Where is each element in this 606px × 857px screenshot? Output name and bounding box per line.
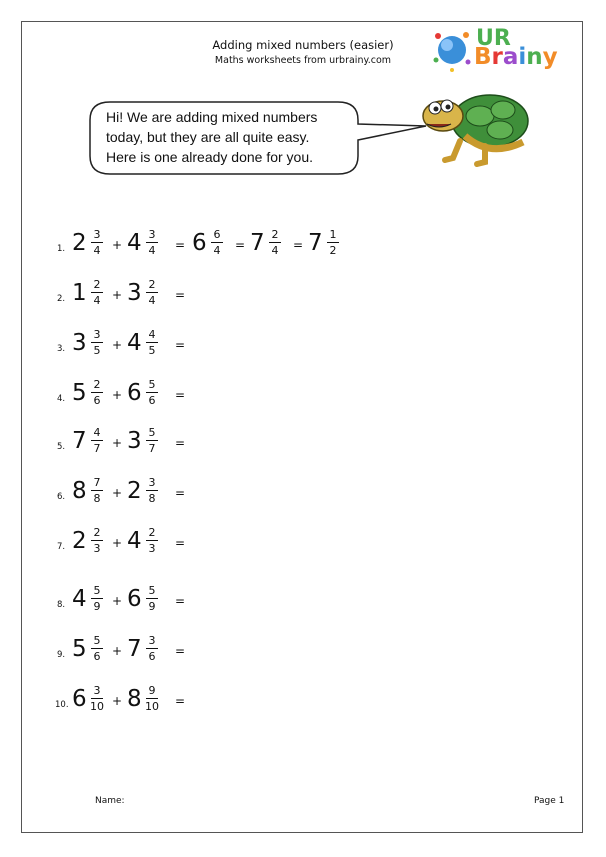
addend-b-fraction-bar [146, 698, 158, 699]
addend-b-whole: 3 [127, 280, 142, 306]
worksheet-title: Adding mixed numbers (easier) [212, 38, 394, 52]
addend-b-denominator: 6 [148, 650, 156, 663]
answer-step-fraction-bar [269, 242, 281, 243]
addend-b-whole: 6 [127, 586, 142, 612]
addend-b-numerator: 3 [148, 228, 156, 241]
addend-b-whole: 7 [127, 636, 142, 662]
logo-text-ur: UR [476, 26, 511, 51]
name-label: Name: [95, 796, 125, 806]
plus-sign: + [112, 644, 123, 658]
addend-a-fraction [89, 584, 105, 613]
addend-a-fraction [89, 684, 105, 713]
addend-b-whole: 2 [127, 478, 142, 504]
bubble-line-3: Here is one already done for you. [106, 149, 314, 165]
addend-a-fraction [89, 526, 105, 555]
addend-a-fraction [89, 634, 105, 663]
plus-sign: + [112, 338, 123, 352]
bubble-text [106, 107, 376, 167]
question-number: 8. [57, 600, 66, 610]
addend-a-whole: 1 [72, 280, 87, 306]
addend-b-fraction [144, 328, 160, 357]
addend-a-fraction [89, 278, 105, 307]
turtle-mascot-icon [405, 86, 535, 171]
logo-letter: i [518, 44, 527, 70]
equals-sign: = [175, 594, 186, 608]
answer-step-whole: 6 [192, 230, 207, 256]
addend-a-fraction-bar [91, 598, 103, 599]
logo-letter: r [491, 44, 503, 70]
addend-a-whole: 7 [72, 428, 87, 454]
question-row [0, 222, 606, 262]
plus-sign: + [112, 486, 123, 500]
answer-step-denominator: 4 [213, 244, 221, 257]
addend-a-fraction-bar [91, 440, 103, 441]
addend-b-denominator: 9 [148, 600, 156, 613]
addend-a-denominator: 3 [93, 542, 101, 555]
addend-a-whole: 5 [72, 380, 87, 406]
addend-a-fraction-bar [91, 342, 103, 343]
addend-b-fraction-bar [146, 440, 158, 441]
answer-step-fraction-bar [211, 242, 223, 243]
answer-step-fraction [209, 228, 225, 257]
answer-step-numerator: 6 [213, 228, 221, 241]
addend-b-fraction-bar [146, 392, 158, 393]
addend-b-denominator: 4 [148, 244, 156, 257]
plus-sign: + [112, 238, 123, 252]
addend-b-whole: 4 [127, 330, 142, 356]
logo-letter: a [502, 44, 519, 70]
answer-step-numerator: 1 [329, 228, 337, 241]
addend-b-fraction-bar [146, 342, 158, 343]
addend-a-fraction-bar [91, 698, 103, 699]
equals-sign: = [175, 338, 186, 352]
plus-sign: + [112, 694, 123, 708]
logo-text-brainy [474, 44, 558, 70]
addend-a-fraction [89, 378, 105, 407]
equals-sign: = [175, 644, 186, 658]
question-row [0, 628, 606, 668]
question-row [0, 678, 606, 718]
addend-a-numerator: 2 [93, 526, 101, 539]
addend-b-fraction-bar [146, 242, 158, 243]
addend-a-numerator: 4 [93, 426, 101, 439]
addend-a-denominator: 9 [93, 600, 101, 613]
equals-sign: = [175, 536, 186, 550]
addend-a-fraction [89, 328, 105, 357]
logo-letter: n [526, 44, 543, 70]
question-number: 10. [55, 700, 69, 710]
addend-a-whole: 8 [72, 478, 87, 504]
question-row [0, 470, 606, 510]
plus-sign: + [112, 594, 123, 608]
addend-b-numerator: 3 [148, 476, 156, 489]
addend-b-fraction-bar [146, 292, 158, 293]
equals-sign: = [175, 238, 186, 252]
page-label: Page 1 [534, 796, 565, 806]
addend-b-numerator: 2 [148, 278, 156, 291]
plus-sign: + [112, 536, 123, 550]
addend-a-denominator: 4 [93, 294, 101, 307]
addend-b-numerator: 5 [148, 378, 156, 391]
answer-step-fraction [325, 228, 341, 257]
question-row [0, 420, 606, 460]
addend-b-fraction [144, 228, 160, 257]
plus-sign: + [112, 388, 123, 402]
addend-b-denominator: 3 [148, 542, 156, 555]
addend-a-denominator: 10 [90, 700, 104, 713]
addend-b-denominator: 6 [148, 394, 156, 407]
addend-a-fraction-bar [91, 540, 103, 541]
addend-a-denominator: 8 [93, 492, 101, 505]
question-row [0, 520, 606, 560]
addend-a-denominator: 7 [93, 442, 101, 455]
addend-b-denominator: 10 [145, 700, 159, 713]
worksheet-subtitle: Maths worksheets from urbrainy.com [214, 55, 392, 66]
equals-sign: = [175, 288, 186, 302]
addend-a-whole: 2 [72, 230, 87, 256]
bubble-line-1: Hi! We are adding mixed numbers [106, 109, 318, 125]
logo-letter: B [474, 44, 492, 70]
addend-a-numerator: 2 [93, 378, 101, 391]
addend-b-fraction [144, 634, 160, 663]
addend-b-fraction-bar [146, 540, 158, 541]
equals-sign: = [293, 238, 304, 252]
equals-sign: = [175, 486, 186, 500]
question-number: 7. [57, 542, 66, 552]
answer-step-whole: 7 [308, 230, 323, 256]
addend-a-whole: 4 [72, 586, 87, 612]
addend-b-whole: 4 [127, 528, 142, 554]
bubble-line-2: today, but they are all quite easy. [106, 129, 310, 145]
addend-b-denominator: 5 [148, 344, 156, 357]
question-number: 9. [57, 650, 66, 660]
question-row [0, 578, 606, 618]
question-number: 3. [57, 344, 66, 354]
equals-sign: = [235, 238, 246, 252]
question-row [0, 322, 606, 362]
addend-b-fraction-bar [146, 490, 158, 491]
addend-a-whole: 2 [72, 528, 87, 554]
addend-b-numerator: 2 [148, 526, 156, 539]
answer-step-denominator: 4 [271, 244, 279, 257]
addend-a-whole: 5 [72, 636, 87, 662]
addend-b-fraction-bar [146, 648, 158, 649]
addend-b-whole: 6 [127, 380, 142, 406]
addend-b-whole: 3 [127, 428, 142, 454]
addend-b-fraction [144, 426, 160, 455]
addend-a-denominator: 5 [93, 344, 101, 357]
addend-a-fraction [89, 426, 105, 455]
question-number: 1. [57, 244, 66, 254]
logo-letter: y [542, 44, 558, 70]
equals-sign: = [175, 436, 186, 450]
addend-a-whole: 3 [72, 330, 87, 356]
addend-b-numerator: 5 [148, 584, 156, 597]
addend-b-numerator: 5 [148, 426, 156, 439]
addend-b-whole: 8 [127, 686, 142, 712]
addend-b-denominator: 4 [148, 294, 156, 307]
addend-a-numerator: 7 [93, 476, 101, 489]
question-row [0, 372, 606, 412]
answer-step-fraction-bar [327, 242, 339, 243]
addend-a-denominator: 4 [93, 244, 101, 257]
addend-b-fraction-bar [146, 598, 158, 599]
addend-a-denominator: 6 [93, 394, 101, 407]
addend-b-numerator: 3 [148, 634, 156, 647]
addend-b-denominator: 8 [148, 492, 156, 505]
addend-b-fraction [144, 476, 160, 505]
addend-a-numerator: 3 [93, 684, 101, 697]
addend-a-denominator: 6 [93, 650, 101, 663]
addend-b-fraction [144, 584, 160, 613]
plus-sign: + [112, 436, 123, 450]
addend-a-fraction [89, 228, 105, 257]
addend-a-numerator: 3 [93, 328, 101, 341]
question-number: 2. [57, 294, 66, 304]
addend-a-fraction-bar [91, 648, 103, 649]
answer-step-numerator: 2 [271, 228, 279, 241]
addend-a-fraction-bar [91, 292, 103, 293]
plus-sign: + [112, 288, 123, 302]
addend-a-fraction-bar [91, 490, 103, 491]
addend-a-numerator: 5 [93, 584, 101, 597]
answer-step-whole: 7 [250, 230, 265, 256]
addend-a-numerator: 5 [93, 634, 101, 647]
addend-a-numerator: 3 [93, 228, 101, 241]
addend-a-whole: 6 [72, 686, 87, 712]
question-number: 5. [57, 442, 66, 452]
equals-sign: = [175, 694, 186, 708]
addend-a-fraction-bar [91, 392, 103, 393]
question-row [0, 272, 606, 312]
question-number: 6. [57, 492, 66, 502]
addend-a-fraction [89, 476, 105, 505]
addend-b-fraction [144, 378, 160, 407]
addend-b-whole: 4 [127, 230, 142, 256]
addend-a-numerator: 2 [93, 278, 101, 291]
addend-a-fraction-bar [91, 242, 103, 243]
question-number: 4. [57, 394, 66, 404]
answer-step-fraction [267, 228, 283, 257]
addend-b-numerator: 4 [148, 328, 156, 341]
equals-sign: = [175, 388, 186, 402]
addend-b-numerator: 9 [148, 684, 156, 697]
addend-b-fraction [144, 278, 160, 307]
answer-step-denominator: 2 [329, 244, 337, 257]
addend-b-denominator: 7 [148, 442, 156, 455]
addend-b-fraction [144, 526, 160, 555]
addend-b-fraction [144, 684, 160, 713]
